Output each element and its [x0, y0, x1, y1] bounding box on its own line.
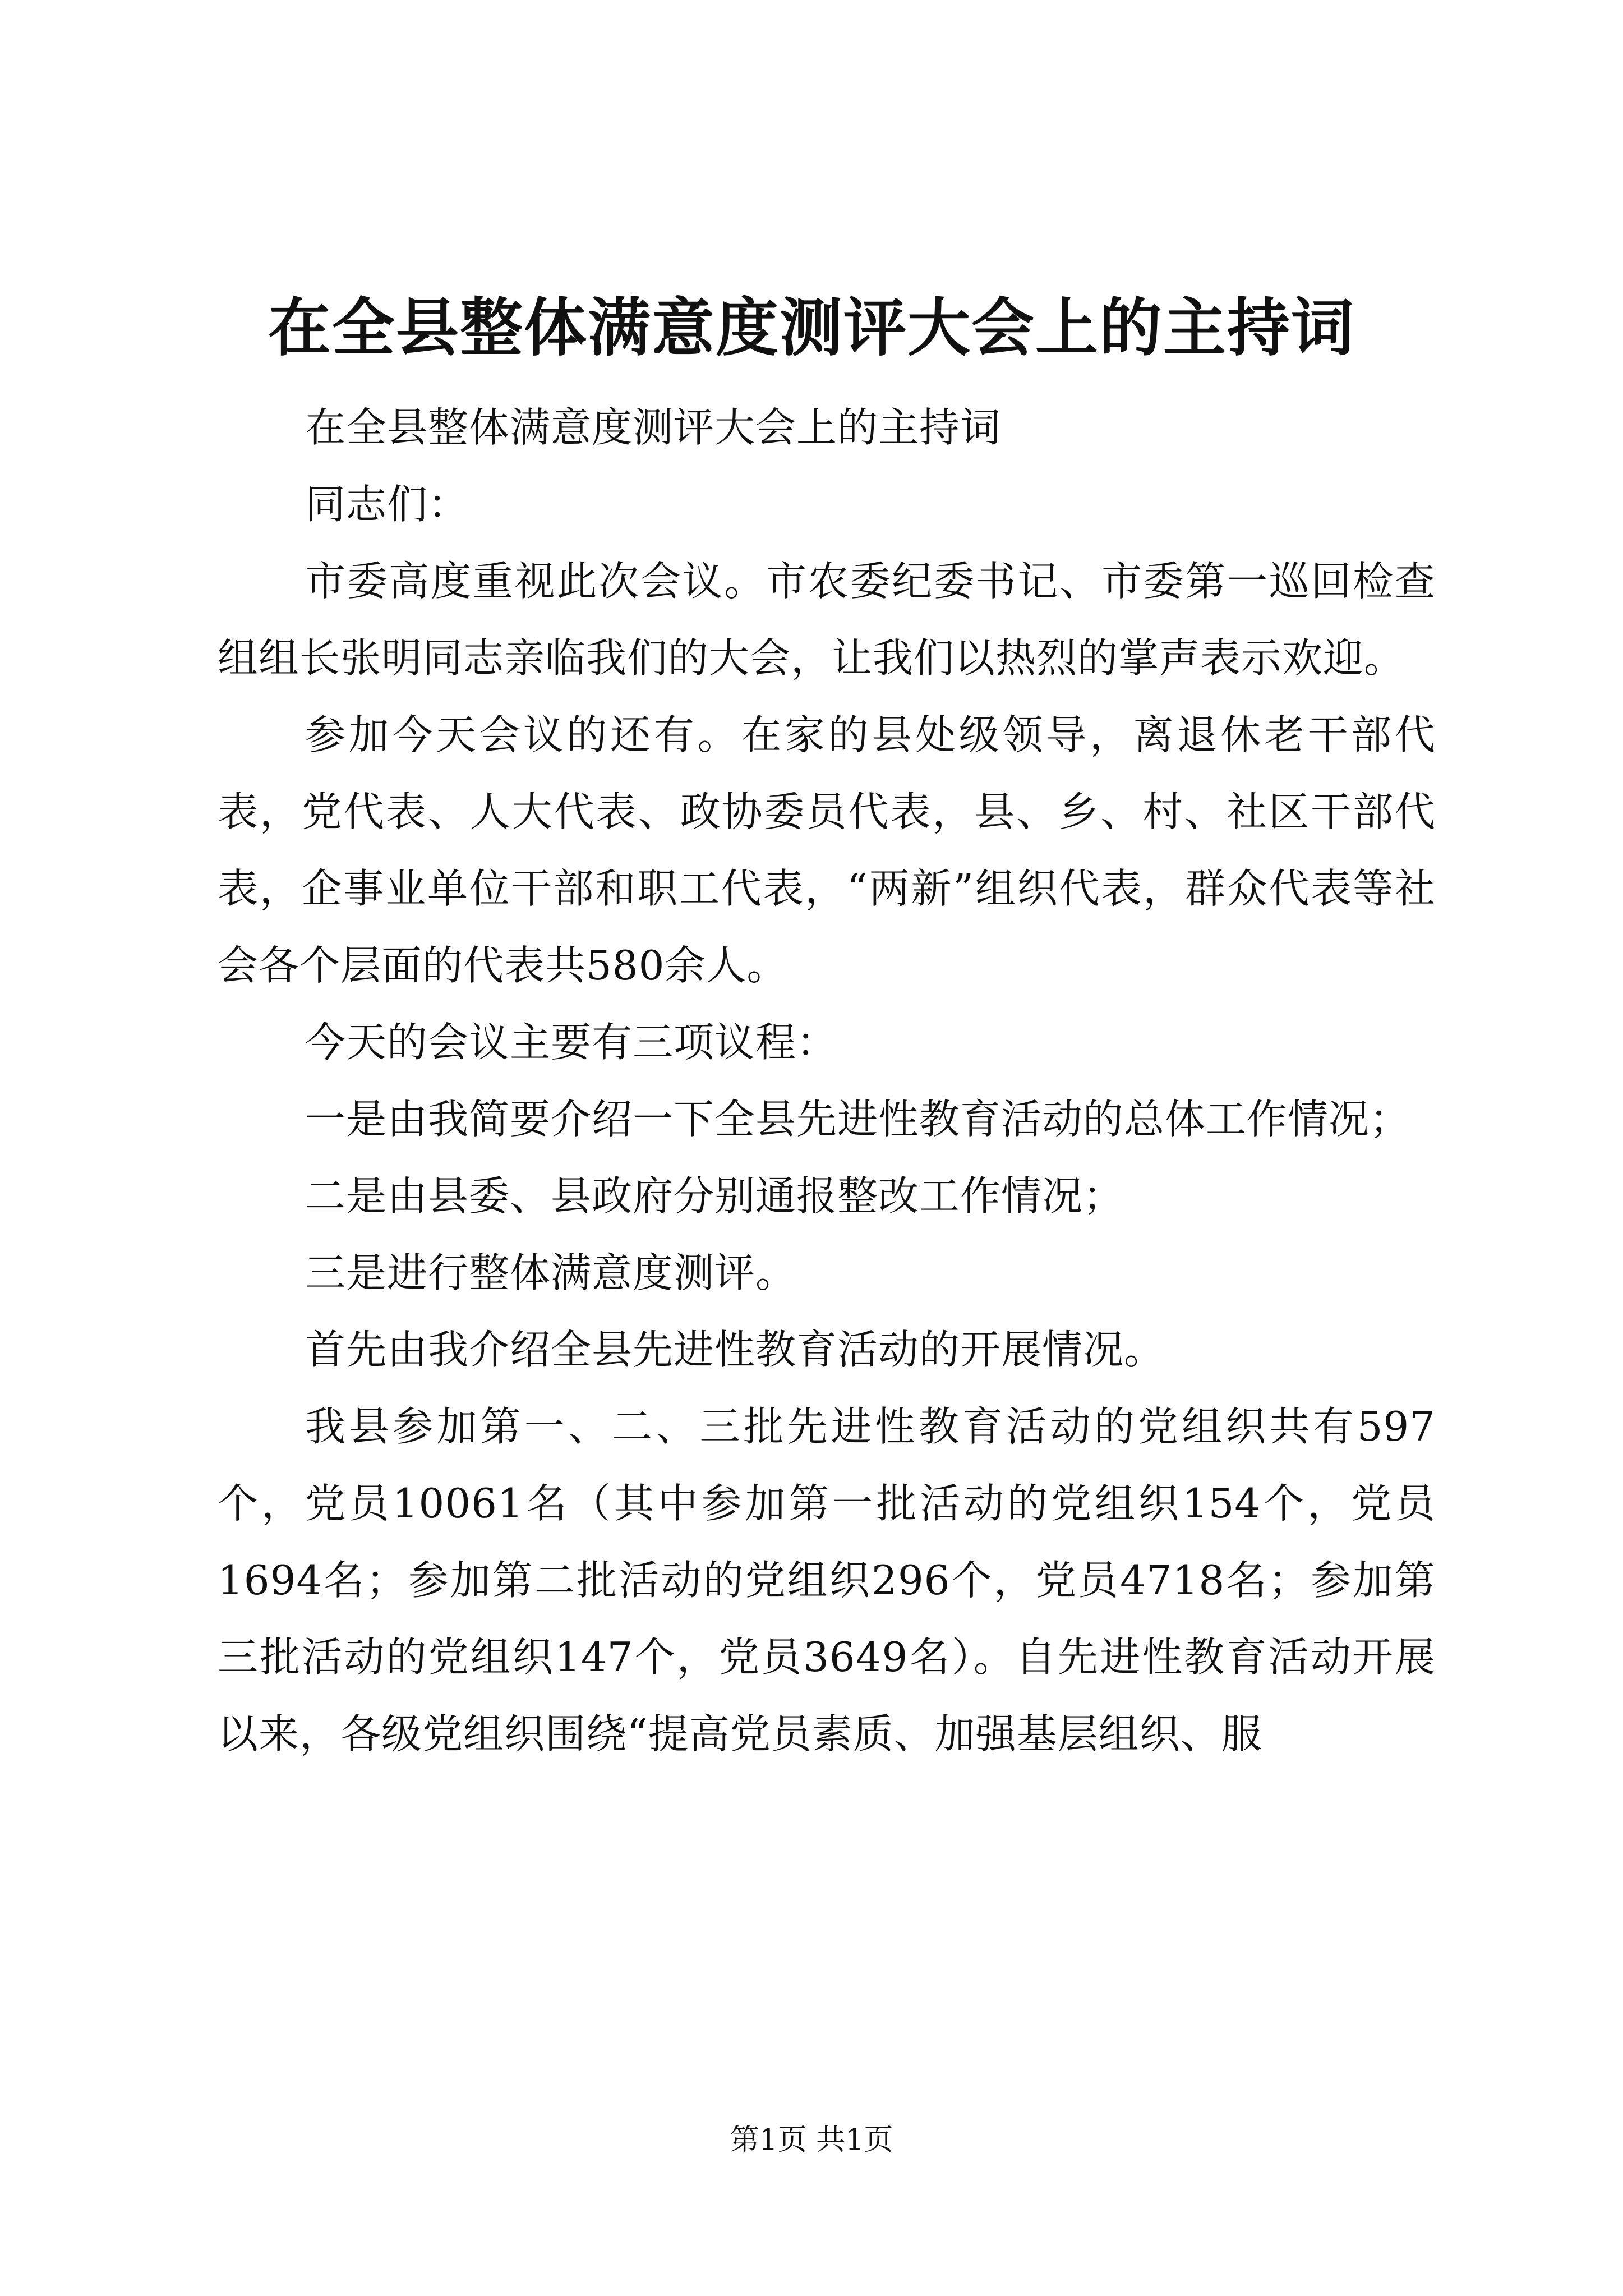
paragraph-attendees: 参加今天会议的还有。在家的县处级领导，离退休老干部代表，党代表、人大代表、政协委员代表，县、乡、村、社区干部代表，企事业单位干部和职工代表，“两新”组织代表，群众代表等社会各个层面的代表共580余人。 [218, 711, 1436, 989]
paragraph-salutation: 同志们： [305, 481, 469, 528]
paragraph-agenda-item-3: 三是进行整体满意度测评。 [305, 1249, 797, 1296]
paragraph-agenda-intro: 今天的会议主要有三项议程： [305, 1019, 838, 1066]
paragraph-agenda-item-2: 二是由县委、县政府分别通报整改工作情况； [305, 1172, 1124, 1220]
paragraph-introduction: 首先由我介绍全县先进性教育活动的开展情况。 [305, 1326, 1165, 1373]
paragraph-statistics: 我县参加第一、二、三批先进性教育活动的党组织共有597个，党员10061名（其中参加第一批活动的党组织154个，党员1694名；参加第二批活动的党组织296个，党员4718名；参加第三批活动的党组织147个，党员3649名）。自先进性教育活动开展以来，各级党组织围绕“提高党员素质、加强基层组织、服 [218, 1403, 1436, 1757]
document-body [218, 389, 1436, 1773]
page-footer: 第1页 共1页 [730, 2123, 893, 2157]
document-title: 在全县整体满意度测评大会上的主持词 [268, 291, 1355, 365]
paragraph-welcome: 市委高度重视此次会议。市农委纪委书记、市委第一巡回检查组组长张明同志亲临我们的大会，让我们以热烈的掌声表示欢迎。 [218, 558, 1436, 682]
paragraph-subtitle: 在全县整体满意度测评大会上的主持词 [305, 404, 1002, 451]
paragraph-agenda-item-1: 一是由我简要介绍一下全县先进性教育活动的总体工作情况； [305, 1096, 1411, 1143]
